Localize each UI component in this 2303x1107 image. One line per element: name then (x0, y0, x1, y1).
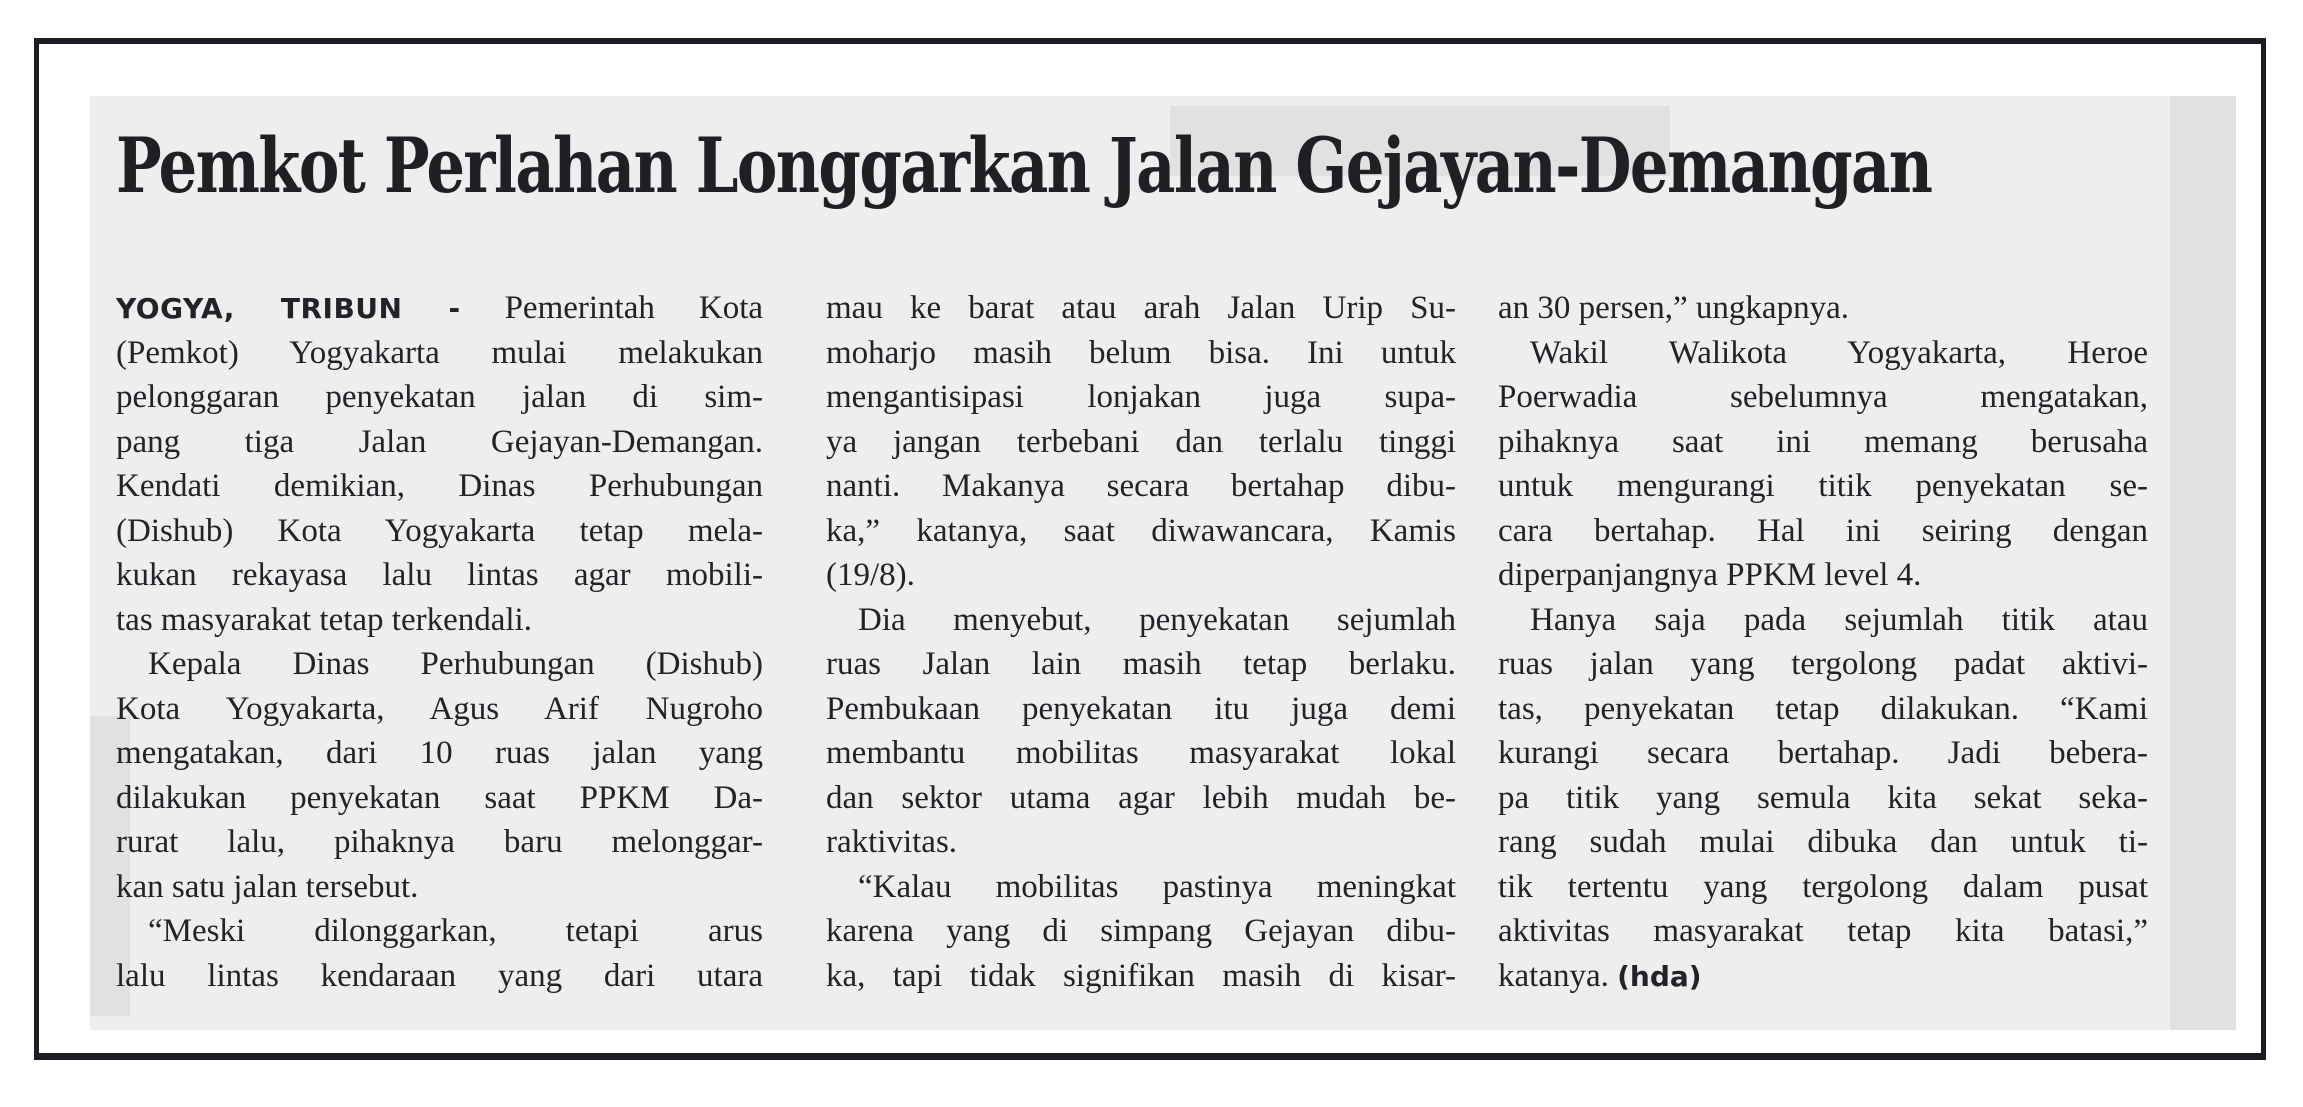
text-line-content: nanti. Makanya secara bertahap dibu- (826, 468, 1456, 504)
text-line-content: kukan rekayasa lalu lintas agar mobili- (116, 557, 763, 593)
text-line-content: mengatakan, dari 10 ruas jalan yang (116, 735, 763, 771)
text-line (1498, 375, 2148, 420)
text-line-content: Pembukaan penyekatan itu juga demi (826, 690, 1456, 727)
text-line-content: ka, tapi tidak signifikan masih di kisar- (826, 957, 1456, 994)
text-line-content: an 30 persen,” ungkapnya. (1498, 290, 1849, 326)
text-line-content: Poerwadia sebelumnya mengatakan, (1498, 379, 2148, 415)
text-line (826, 687, 1456, 732)
text-line (116, 375, 763, 420)
text-line-content: tas masyarakat tetap terkendali. (116, 601, 532, 638)
text-line-content: Wakil Walikota Yogyakarta, Heroe (1530, 334, 2148, 371)
text-line (116, 687, 763, 732)
text-line (826, 331, 1456, 376)
text-line (1498, 865, 2148, 910)
text-line (116, 909, 763, 954)
text-line-content: katanya. (1498, 957, 1618, 994)
text-line-content: tas, penyekatan tetap dilakukan. “Kami (1498, 690, 2148, 727)
text-line (826, 286, 1456, 331)
text-line (1498, 776, 2148, 821)
show-through-shading (2170, 96, 2236, 1030)
byline: (hda) (1617, 959, 1702, 993)
text-line-content: untuk mengurangi titik penyekatan se- (1498, 468, 2148, 504)
text-line (826, 553, 1456, 598)
text-line (826, 464, 1456, 509)
text-line-content: (Pemkot) Yogyakarta mulai melakukan (116, 334, 763, 371)
text-line-content: ya jangan terbebani dan terlalu tinggi (826, 423, 1456, 460)
text-line (826, 865, 1456, 910)
text-line (1498, 731, 2148, 776)
text-line-content: (Dishub) Kota Yogyakarta tetap mela- (116, 512, 763, 549)
text-line (116, 865, 763, 910)
text-line-content: cara bertahap. Hal ini seiring dengan (1498, 512, 2148, 549)
text-line-content: “Meski dilonggarkan, tetapi arus (148, 913, 763, 949)
text-line (116, 776, 763, 821)
text-line-content: pang tiga Jalan Gejayan-Demangan. (116, 423, 763, 460)
text-line (116, 954, 763, 999)
text-line (116, 553, 763, 598)
text-line-content: kan satu jalan tersebut. (116, 868, 419, 905)
text-line (1498, 954, 2148, 999)
text-line-content: Pemerintah Kota (460, 290, 764, 326)
article-column-3 (1498, 286, 2148, 998)
text-line (116, 464, 763, 509)
text-line (116, 420, 763, 465)
text-line-content: pa titik yang semula kita sekat seka- (1498, 779, 2148, 816)
text-line-content: tik tertentu yang tergolong dalam pusat (1498, 868, 2148, 905)
text-line (116, 820, 763, 865)
text-line-content: rurat lalu, pihaknya baru melonggar- (116, 824, 763, 860)
text-line (826, 598, 1456, 643)
text-line (1498, 598, 2148, 643)
text-line-content: karena yang di simpang Gejayan dibu- (826, 913, 1456, 949)
text-line-content: mau ke barat atau arah Jalan Urip Su- (826, 290, 1456, 326)
text-line (826, 375, 1456, 420)
text-line-content: kurangi secara bertahap. Jadi bebera- (1498, 735, 2148, 771)
text-line-content: membantu mobilitas masyarakat lokal (826, 735, 1456, 771)
text-line-content: raktivitas. (826, 824, 958, 860)
text-line-content: moharjo masih belum bisa. Ini untuk (826, 334, 1456, 371)
text-line-content: Kendati demikian, Dinas Perhubungan (116, 468, 763, 504)
text-line-content: (19/8). (826, 557, 915, 593)
text-line (1498, 509, 2148, 554)
text-line (1498, 909, 2148, 954)
text-line-content: pihaknya saat ini memang berusaha (1498, 423, 2148, 460)
text-line (116, 331, 763, 376)
text-line-content: diperpanjangnya PPKM level 4. (1498, 557, 1922, 593)
text-line-content: ruas jalan yang tergolong padat aktivi- (1498, 646, 2148, 682)
text-line (826, 954, 1456, 999)
text-line-content: “Kalau mobilitas pastinya meningkat (858, 868, 1456, 905)
text-line (826, 909, 1456, 954)
text-line (826, 509, 1456, 554)
text-line-content: aktivitas masyarakat tetap kita batasi,” (1498, 913, 2148, 949)
text-line (826, 731, 1456, 776)
text-line (116, 642, 763, 687)
text-line-content: Kepala Dinas Perhubungan (Dishub) (148, 646, 763, 682)
text-line (826, 820, 1456, 865)
text-line-content: dilakukan penyekatan saat PPKM Da- (116, 779, 763, 816)
text-line (116, 731, 763, 776)
text-line-content: lalu lintas kendaraan yang dari utara (116, 957, 763, 994)
text-line (116, 598, 763, 643)
text-line (116, 286, 763, 331)
text-line (1498, 464, 2148, 509)
text-line (826, 776, 1456, 821)
text-line-content: mengantisipasi lonjakan juga supa- (826, 379, 1456, 415)
text-line (1498, 687, 2148, 732)
text-line (1498, 420, 2148, 465)
text-line-content: Kota Yogyakarta, Agus Arif Nugroho (116, 690, 763, 727)
text-line-content: dan sektor utama agar lebih mudah be- (826, 779, 1456, 816)
text-line (116, 509, 763, 554)
text-line (1498, 331, 2148, 376)
dateline: YOGYA, TRIBUN - (116, 292, 461, 325)
text-line-content: pelonggaran penyekatan jalan di sim- (116, 379, 763, 415)
text-line (826, 642, 1456, 687)
headline: Pemkot Perlahan Longgarkan Jalan Gejayan-Demangan (116, 121, 1932, 210)
article-column-1 (116, 286, 763, 998)
text-line-content: ruas Jalan lain masih tetap berlaku. (826, 646, 1456, 682)
text-line-content: Hanya saja pada sejumlah titik atau (1530, 601, 2148, 638)
article-column-2 (826, 286, 1456, 998)
text-line (1498, 820, 2148, 865)
text-line (1498, 553, 2148, 598)
text-line-content: rang sudah mulai dibuka dan untuk ti- (1498, 824, 2148, 860)
text-line (826, 420, 1456, 465)
text-line-content: Dia menyebut, penyekatan sejumlah (858, 601, 1456, 638)
text-line (1498, 642, 2148, 687)
text-line-content: ka,” katanya, saat diwawancara, Kamis (826, 512, 1456, 549)
text-line (1498, 286, 2148, 331)
